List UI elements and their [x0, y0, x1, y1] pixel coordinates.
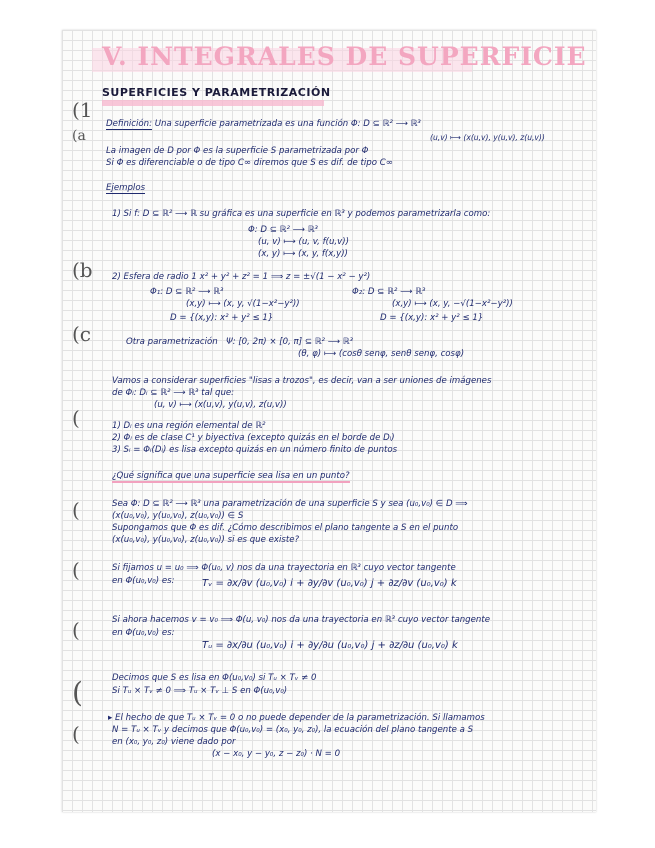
smooth-condition-1: 1) Dᵢ es una región elemental de ℝ² [112, 421, 266, 431]
page-title: V. INTEGRALES DE SUPERFICIE [102, 42, 587, 71]
other-param-line-1: Ψ: [0, 2π) × [0, π] ⊆ ℝ² ⟶ ℝ³ [225, 337, 354, 347]
sphere-param-1-a: Φ₁: D ⊆ ℝ² ⟶ ℝ³ [150, 287, 224, 297]
margin-mark-10: ( [72, 722, 80, 746]
sphere-param-2-b: (x,y) ⟼ (x, y, −√(1−x²−y²)) [392, 299, 513, 309]
definition-text: Una superficie parametrizada es una función Φ: D ⊆ ℝ² ⟶ ℝ³ [154, 119, 421, 129]
other-param-line-2: (θ, φ) ⟼ (cosθ senφ, senθ senφ, cosφ) [298, 349, 465, 359]
margin-mark-6: ( [72, 498, 80, 522]
section-heading: SUPERFICIES Y PARAMETRIZACIÓN [102, 86, 331, 99]
definition-line-3: Si Φ es diferenciable o de tipo C∞ diremos que S es dif. de tipo C∞ [106, 158, 393, 168]
example-1-text: 1) Si f: D ⊆ ℝ² ⟶ ℝ su gráfica es una superficie en ℝ³ y podemos parametrizarla como: [112, 209, 491, 219]
smooth-condition-3: 3) Sᵢ = Φᵢ(Dᵢ) es lisa excepto quizás en un número finito de puntos [112, 445, 398, 455]
example-1-line-1: Φ: D ⊆ ℝ² ⟶ ℝ³ [248, 225, 318, 235]
sphere-param-1-b: (x,y) ⟼ (x, y, √(1−x²−y²)) [186, 299, 300, 309]
tangent-u-line-1: Si ahora hacemos v = v₀ ⟹ Φ(u, v₀) nos da una trayectoria en ℝ³ cuyo vector tangente [112, 615, 491, 625]
example-1-line-3: (x, y) ⟼ (x, y, f(x,y)) [258, 249, 348, 259]
tangent-line-4: (x(u₀,v₀), y(u₀,v₀), z(u₀,v₀)) si es que existe? [112, 535, 300, 545]
margin-mark-c: (c [72, 322, 92, 346]
heading-highlight [102, 100, 324, 106]
tangent-line-1: Sea Φ: D ⊆ ℝ² ⟶ ℝ³ una parametrización de una superficie S y sea (u₀,v₀) ∈ D ⟹ [112, 499, 468, 509]
tangent-u-formula: Tᵤ = ∂x/∂u (u₀,v₀) i + ∂y/∂u (u₀,v₀) j + ∂z/∂u (u₀,v₀) k [202, 640, 458, 651]
tangent-plane-equation: (x − x₀, y − y₀, z − z₀) · N = 0 [212, 749, 341, 759]
sphere-param-2-c: D = {(x,y): x² + y² ≤ 1} [380, 313, 484, 323]
question: ¿Qué significa que una superficie sea lisa en un punto? [112, 471, 350, 481]
tangent-line-2: (x(u₀,v₀), y(u₀,v₀), z(u₀,v₀)) ∈ S [112, 511, 244, 521]
definition-map: (u,v) ⟼ (x(u,v), y(u,v), z(u,v)) [430, 133, 545, 142]
smooth-line-3: (u, v) ⟼ (x(u,v), y(u,v), z(u,v)) [154, 400, 287, 410]
smooth-line-2: de Φᵢ: Dᵢ ⊆ ℝ² ⟶ ℝ³ tal que: [112, 388, 235, 398]
conclusion-line-1: Decimos que S es lisa en Φ(u₀,v₀) si Tᵤ × Tᵥ ≠ 0 [112, 673, 317, 683]
margin-mark-1: (1 [72, 98, 93, 122]
smooth-condition-2: 2) Φᵢ es de clase C¹ y biyectiva (excepto quizás en el borde de Dᵢ) [112, 433, 395, 443]
note-line-2: N = Tᵤ × Tᵥ y decimos que Φ(u₀,v₀) = (x₀, y₀, z₀), la ecuación del plano tangente a S [112, 725, 474, 735]
margin-mark-7: ( [72, 558, 80, 582]
other-param-label: Otra parametrización [126, 337, 218, 347]
example-1-line-2: (u, v) ⟼ (u, v, f(u,v)) [258, 237, 349, 247]
note-line-3: en (x₀, y₀, z₀) viene dado por [112, 737, 236, 747]
note-line-1: ▸ El hecho de que Tᵤ × Tᵥ = 0 o no puede depender de la parametrización. Si llamamos [108, 713, 485, 723]
margin-mark-a: (a [72, 128, 86, 144]
tangent-v-line-1: Si fijamos u = u₀ ⟹ Φ(u₀, v) nos da una trayectoria en ℝ³ cuyo vector tangente [112, 563, 456, 573]
definition-line-2: La imagen de D por Φ es la superficie S parametrizada por Φ [106, 146, 369, 156]
margin-mark-8: ( [72, 618, 80, 642]
sphere-param-1-c: D = {(x,y): x² + y² ≤ 1} [170, 313, 274, 323]
margin-mark-b: (b [72, 258, 93, 282]
smooth-line-1: Vamos a considerar superficies "lisas a trozos", es decir, van a ser uniones de imágenes [112, 376, 492, 386]
tangent-v-line-2: en Φ(u₀,v₀) es: [112, 576, 175, 586]
tangent-line-3: Supongamos que Φ es dif. ¿Cómo describimos el plano tangente a S en el punto [112, 523, 459, 533]
examples-label: Ejemplos [106, 183, 146, 193]
notebook-page [62, 30, 596, 812]
margin-mark-9: ( [72, 676, 83, 709]
tangent-v-formula: Tᵥ = ∂x/∂v (u₀,v₀) i + ∂y/∂v (u₀,v₀) j + ∂z/∂v (u₀,v₀) k [202, 578, 457, 589]
conclusion-line-2: Si Tᵤ × Tᵥ ≠ 0 ⟹ Tᵤ × Tᵥ ⊥ S en Φ(u₀,v₀) [112, 686, 288, 696]
example-2-text: 2) Esfera de radio 1 x² + y² + z² = 1 ⟹ z = ±√(1 − x² − y²) [112, 272, 371, 282]
definition-label: Definición: [106, 119, 153, 129]
margin-mark-5: ( [72, 406, 80, 430]
sphere-param-2-a: Φ₂: D ⊆ ℝ² ⟶ ℝ³ [352, 287, 426, 297]
tangent-u-line-2: en Φ(u₀,v₀) es: [112, 628, 175, 638]
